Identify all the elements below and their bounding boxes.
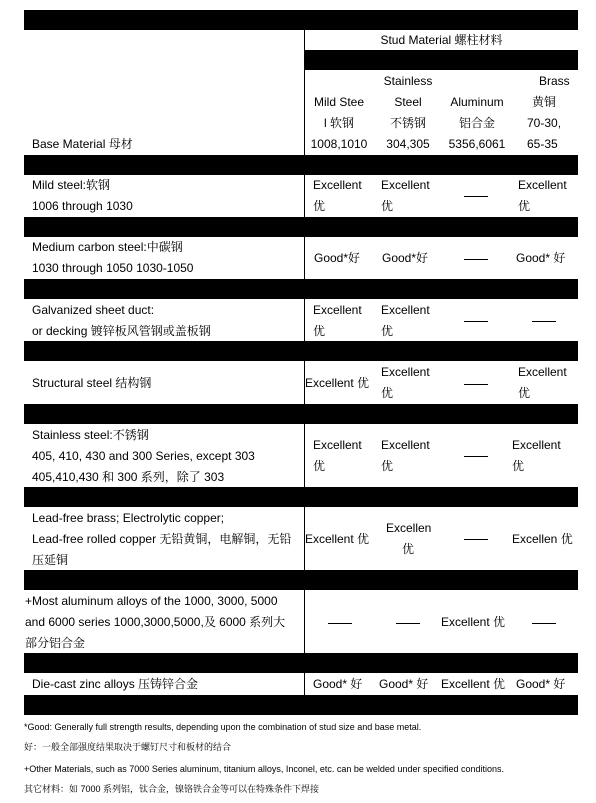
rating-cell: Good* 好 xyxy=(313,677,363,691)
base-material-label: Die-cast zinc alloys 压铸锌合金 xyxy=(32,677,199,691)
base-material-label: Medium carbon steel:中碳钢 xyxy=(32,240,183,254)
base-material-label: 1006 through 1030 xyxy=(32,199,133,213)
base-material-label: Stainless steel:不锈钢 xyxy=(32,428,149,442)
col-header-mild-steel-line3: 1008,1010 xyxy=(310,137,368,151)
rating-dash xyxy=(532,321,556,322)
col-header-stainless-line4: 304,305 xyxy=(386,137,430,151)
footnote-other: +Other Materials, such as 7000 Series aluminum, titanium alloys, Inconel, etc. can be welded under specified conditions. xyxy=(24,764,505,774)
rating-dash xyxy=(464,539,488,540)
base-material-label: Mild steel:软钢 xyxy=(32,178,111,192)
rating-cell: Excellent 优 xyxy=(305,376,370,390)
column-divider xyxy=(304,673,305,695)
rating-cell: Excellent xyxy=(381,303,430,317)
rating-cell: Good* 好 xyxy=(516,677,566,691)
rating-cell: Excellent xyxy=(512,438,561,452)
rating-dash xyxy=(464,196,488,197)
rating-cell: 优 xyxy=(518,199,531,213)
rating-dash xyxy=(464,384,488,385)
base-material-label: 部分铝合金 xyxy=(25,636,86,650)
col-header-mild-steel-line1: Mild Stee xyxy=(313,95,365,109)
stud-material-heading: Stud Material 螺柱材料 xyxy=(380,33,503,47)
rating-cell: Excellent xyxy=(381,365,430,379)
rating-cell: 优 xyxy=(381,199,394,213)
rating-cell: Excellen xyxy=(386,521,432,535)
footnote-other-cn: 其它材料：如 7000 系列铝，钛合金，镍铬铁合金等可以在特殊条件下焊接 xyxy=(24,784,320,794)
column-divider xyxy=(304,175,305,217)
rating-cell: Excellent xyxy=(381,178,430,192)
base-material-label: 405, 410, 430 and 300 Series, except 303 xyxy=(32,449,255,463)
rating-cell: 优 xyxy=(381,459,394,473)
rating-dash xyxy=(464,321,488,322)
rating-cell: Excellent 优 xyxy=(305,532,370,546)
column-divider xyxy=(304,590,305,653)
col-header-brass-line3: 70-30, xyxy=(527,116,562,130)
col-header-brass-line1: Brass xyxy=(539,74,570,88)
rating-cell: 优 xyxy=(313,459,326,473)
row-separator-bar xyxy=(24,653,578,673)
rating-dash xyxy=(328,623,352,624)
rating-cell: Excellent xyxy=(313,303,362,317)
row-separator-bar xyxy=(24,155,578,175)
col-header-aluminum-line3: 5356,6061 xyxy=(448,137,506,151)
column-divider xyxy=(304,299,305,341)
rating-cell: Good*好 xyxy=(314,251,361,265)
row-separator-bar xyxy=(24,341,578,361)
column-divider xyxy=(304,424,305,487)
rating-cell: Excellent xyxy=(313,178,362,192)
col-header-brass-line4: 65-35 xyxy=(527,137,558,151)
rating-cell: Good*好 xyxy=(382,251,429,265)
col-header-aluminum-line2: 铝合金 xyxy=(458,116,495,130)
column-divider xyxy=(304,237,305,279)
col-header-stainless-line3: 不锈钢 xyxy=(389,116,426,130)
rating-cell: 优 xyxy=(381,386,394,400)
col-header-mild-steel-line2: l 软钢 xyxy=(323,116,354,130)
rating-cell: Excellen 优 xyxy=(512,532,573,546)
base-material-label: 405,410,430 和 300 系列，除了 303 xyxy=(32,470,225,484)
rating-cell: 优 xyxy=(512,459,525,473)
base-material-label: or decking 镀锌板风管钢或盖板钢 xyxy=(32,324,211,338)
footnote-good: *Good: Generally full strength results, depending upon the combination of stud size and base metal. xyxy=(24,722,422,732)
table-bottom-bar xyxy=(24,695,578,715)
base-material-label: Galvanized sheet duct: xyxy=(32,303,155,317)
rating-cell: 优 xyxy=(313,199,326,213)
col-header-stainless-line1: Stainless xyxy=(383,74,433,88)
base-material-label: 压延铜 xyxy=(32,553,69,567)
col-header-aluminum-line1: Aluminum xyxy=(450,95,504,109)
col-header-stainless-line2: Steel xyxy=(394,95,422,109)
rating-dash xyxy=(532,623,556,624)
rating-cell: Excellent xyxy=(313,438,362,452)
footnote-good-cn: 好：一般全部强度结果取决于螺钉尺寸和板材的结合 xyxy=(24,742,232,752)
rating-cell: Excellent xyxy=(518,365,567,379)
rating-cell: Excellent 优 xyxy=(441,615,506,629)
base-material-label: and 6000 series 1000,3000,5000,及 6000 系列大 xyxy=(25,615,286,629)
header-top-bar xyxy=(24,10,578,30)
rating-dash xyxy=(464,259,488,260)
row-separator-bar xyxy=(24,570,578,590)
row-separator-bar xyxy=(24,487,578,507)
rating-cell: 优 xyxy=(518,386,531,400)
row-separator-bar xyxy=(24,279,578,299)
rating-dash xyxy=(464,456,488,457)
base-material-label: +Most aluminum alloys of the 1000, 3000, 5000 xyxy=(25,594,278,608)
rating-cell: 优 xyxy=(402,542,415,556)
row-separator-bar xyxy=(24,404,578,424)
base-material-label: Lead-free rolled copper 无铅黄铜，电解铜，无铅 xyxy=(32,532,292,546)
rating-cell: Excellent 优 xyxy=(441,677,506,691)
base-material-label: Lead-free brass; Electrolytic copper; xyxy=(32,511,225,525)
rating-cell: Excellent xyxy=(518,178,567,192)
header-sub-bar xyxy=(305,50,578,70)
rating-dash xyxy=(396,623,420,624)
base-material-label: 1030 through 1050 1030-1050 xyxy=(32,261,194,275)
row-separator-bar xyxy=(24,217,578,237)
base-material-heading: Base Material 母材 xyxy=(32,137,133,151)
rating-cell: 优 xyxy=(381,324,394,338)
rating-cell: Good* 好 xyxy=(379,677,429,691)
base-material-label: Structural steel 结构钢 xyxy=(32,376,152,390)
col-header-brass-line2: 黄铜 xyxy=(532,95,557,109)
rating-cell: Excellent xyxy=(381,438,430,452)
rating-cell: 优 xyxy=(313,324,326,338)
rating-cell: Good* 好 xyxy=(516,251,566,265)
